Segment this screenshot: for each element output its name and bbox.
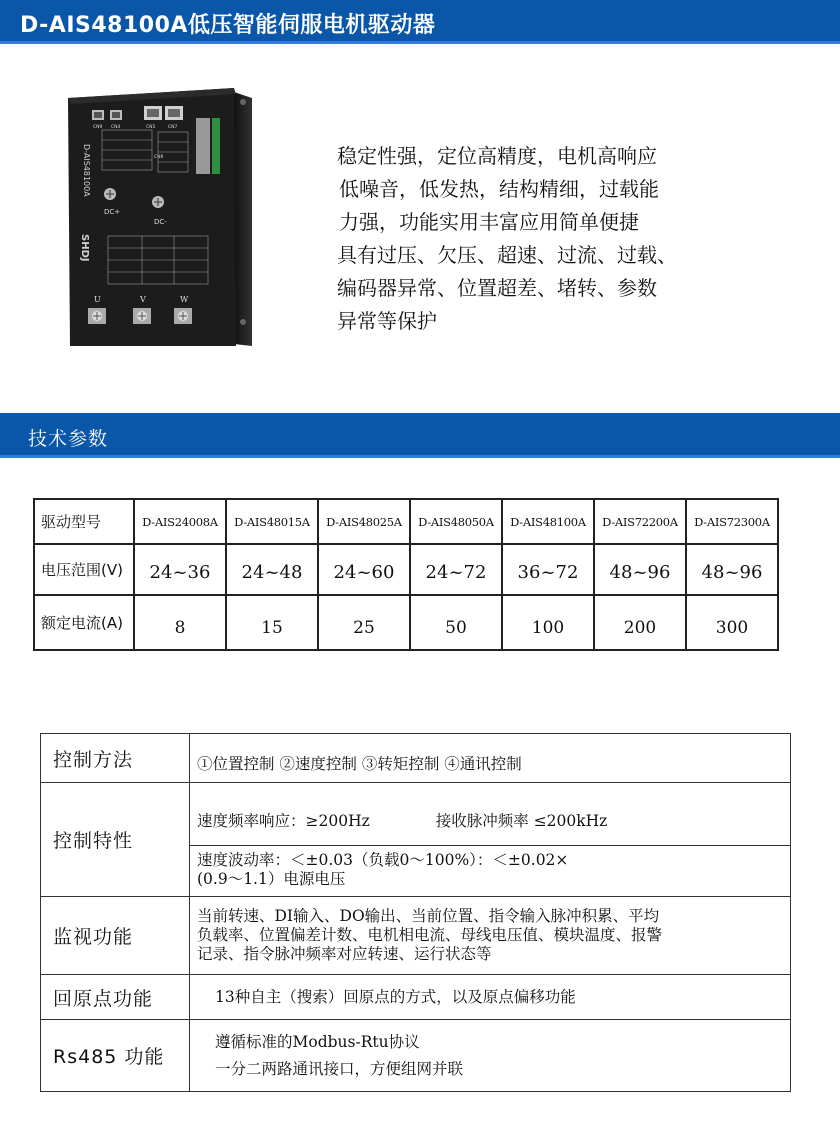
table-cell: D-AIS72200A xyxy=(594,499,686,544)
monitoring-value xyxy=(190,897,791,975)
dc-plus-screw-icon xyxy=(104,188,116,200)
control-method-label: 控制方法 xyxy=(41,734,190,783)
pulse-frequency: 接收脉冲频率 ≤200kHz xyxy=(435,812,608,830)
port-label-cn6: CN6 xyxy=(154,155,164,160)
table-row xyxy=(41,734,791,783)
terminal-v-label: V xyxy=(140,295,146,304)
feature-line: 编码器异常、位置超差、堵转、参数 xyxy=(337,276,657,300)
table-cell: 24~48 xyxy=(226,544,318,595)
table-cell: 300 xyxy=(686,595,778,650)
table-cell: D-AIS48015A xyxy=(226,499,318,544)
feature-table xyxy=(40,733,791,1092)
table-cell: 25 xyxy=(318,595,410,650)
table-cell: 48~96 xyxy=(686,544,778,595)
top-banner xyxy=(0,0,840,44)
feature-line: 异常等保护 xyxy=(337,309,437,333)
table-cell: 24~60 xyxy=(318,544,410,595)
table-cell: D-AIS48100A xyxy=(502,499,594,544)
green-terminal-block xyxy=(212,118,220,174)
table-cell: 48~96 xyxy=(594,544,686,595)
banner-stripe xyxy=(0,455,840,458)
port-cn7-icon xyxy=(165,106,183,120)
port-label-cn5: CN5 xyxy=(146,125,156,130)
table-row xyxy=(41,897,791,975)
table-cell: D-AIS48050A xyxy=(410,499,502,544)
terminal-v-screw-icon xyxy=(133,308,151,324)
signal-connector xyxy=(196,118,210,174)
table-cell: 24~36 xyxy=(134,544,226,595)
control-characteristics-sub1 xyxy=(190,786,790,846)
feature-line: 具有过压、欠压、超速、过流、过载、 xyxy=(337,243,677,267)
rs485-line: 遵循标准的Modbus-Rtu协议 xyxy=(215,1032,420,1051)
table-cell: 100 xyxy=(502,595,594,650)
table-cell: 50 xyxy=(410,595,502,650)
page-title: D-AIS48100A低压智能伺服电机驱动器 xyxy=(20,13,436,38)
control-characteristics-label: 控制特性 xyxy=(41,783,190,897)
banner-stripe xyxy=(0,41,840,44)
feature-line: 低噪音，低发热，结构精细，过载能 xyxy=(339,177,659,201)
table-cell: 24~72 xyxy=(410,544,502,595)
rs485-value xyxy=(190,1020,791,1092)
port-cn5-icon xyxy=(144,106,162,120)
dc-minus-screw-icon xyxy=(152,196,164,208)
control-characteristics-sub2 xyxy=(190,846,790,893)
port-label-cn7: CN7 xyxy=(168,125,178,130)
product-image xyxy=(62,84,257,349)
dc-minus-label: DC- xyxy=(154,218,167,226)
brand-label-vertical: SHDJ xyxy=(79,234,90,262)
table-row xyxy=(34,544,778,595)
speed-fluctuation-line: (0.9～1.1）电源电压 xyxy=(197,870,346,888)
spec-section-banner xyxy=(0,413,840,458)
speed-fluctuation-line: 速度波动率：＜±0.03（负载0～100%）：＜±0.02× xyxy=(197,851,569,869)
terminal-w-label: W xyxy=(180,295,189,304)
speed-response: 速度频率响应：≥200Hz xyxy=(197,812,370,830)
row-header: 额定电流(A) xyxy=(34,595,134,650)
port-cn4-icon xyxy=(110,110,122,120)
terminal-w-screw-icon xyxy=(174,308,192,324)
feature-description xyxy=(337,140,757,338)
table-cell: D-AIS72300A xyxy=(686,499,778,544)
row-header: 电压范围(V) xyxy=(34,544,134,595)
monitoring-line: 当前转速、DI输入、DO输出、当前位置、指令输入脉冲积累、平均 xyxy=(197,907,660,925)
feature-line: 稳定性强，定位高精度，电机高响应 xyxy=(337,144,657,168)
monitoring-line: 记录、指令脉冲频率对应转速、运行状态等 xyxy=(197,945,492,963)
monitoring-label: 监视功能 xyxy=(41,897,190,975)
port-cn9-icon xyxy=(92,110,104,120)
mount-screw-bottom-icon xyxy=(240,319,246,325)
table-cell: 8 xyxy=(134,595,226,650)
table-row xyxy=(41,1020,791,1092)
table-row xyxy=(34,595,778,650)
mount-screw-top-icon xyxy=(240,99,246,105)
table-cell: D-AIS24008A xyxy=(134,499,226,544)
control-method-value: ①位置控制 ②速度控制 ③转矩控制 ④通讯控制 xyxy=(190,734,791,783)
control-characteristics-cell xyxy=(190,783,791,897)
table-cell: 36~72 xyxy=(502,544,594,595)
dc-plus-label: DC+ xyxy=(104,208,121,216)
row-header: 驱动型号 xyxy=(34,499,134,544)
table-row xyxy=(41,783,791,897)
port-label-cn9: CN9 xyxy=(93,125,103,130)
table-row xyxy=(41,975,791,1020)
table-cell: 200 xyxy=(594,595,686,650)
model-label-vertical: D-AIS48100A xyxy=(82,144,91,197)
terminal-u-label: U xyxy=(94,295,101,304)
table-cell: D-AIS48025A xyxy=(318,499,410,544)
homing-value: 13种自主（搜索）回原点的方式，以及原点偏移功能 xyxy=(190,975,791,1020)
monitoring-line: 负载率、位置偏差计数、电机相电流、母线电压值、模块温度、报警 xyxy=(197,926,663,944)
feature-line: 力强，功能实用丰富应用简单便捷 xyxy=(339,210,639,234)
port-label-cn4: CN4 xyxy=(111,125,121,130)
rs485-label: Rs485 功能 xyxy=(41,1020,190,1092)
rs485-line: 一分二两路通讯接口，方便组网并联 xyxy=(215,1059,464,1078)
spec-table xyxy=(33,498,779,651)
homing-label: 回原点功能 xyxy=(41,975,190,1020)
heatsink-side xyxy=(234,92,252,346)
table-row xyxy=(34,499,778,544)
table-cell: 15 xyxy=(226,595,318,650)
terminal-u-screw-icon xyxy=(88,308,106,324)
spec-section-title: 技术参数 xyxy=(28,428,109,450)
